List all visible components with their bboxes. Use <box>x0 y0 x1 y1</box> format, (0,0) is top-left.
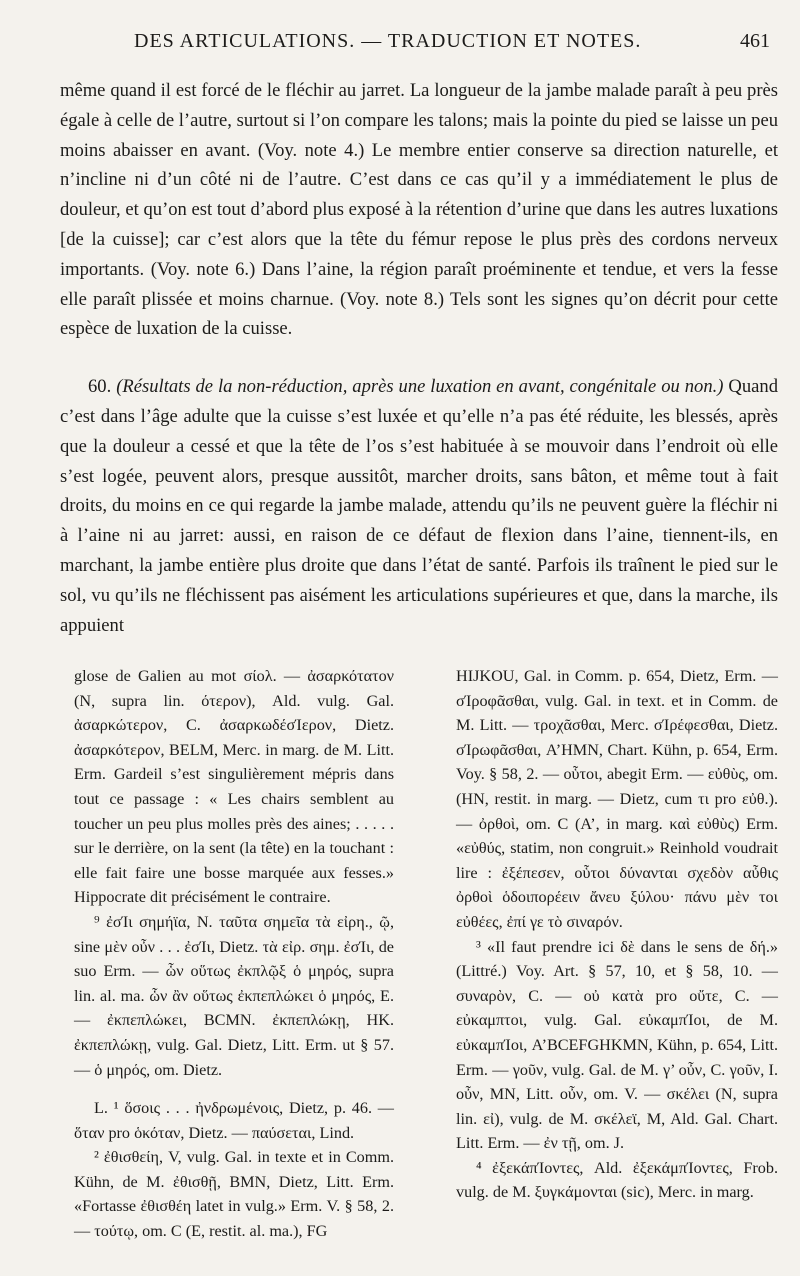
footnotes-left-column <box>74 664 394 1244</box>
running-header <box>60 30 770 60</box>
section-number: 60. <box>88 376 112 398</box>
page-number: 461 <box>740 30 770 52</box>
footnote: ⁹ ἐσΊι σημήϊα, N. ταῦτα σημεῖα τὰ εἰρη., ῷ, sine μὲν οὖν . . . ἐσΊι, Dietz. τὰ εἰρ. σημ. ἐσΊι, de suo Erm. — ὧν οὕτως ἐκπλῷξ ὁ μηρός, supra lin. al. ma. ὧν ἂν οὕτως ἐκπεπλώκει ὁ μηρός, E. — ἐκπεπλώκει, BCMN. ἐκπεπλώκῃ, HK. ἐκπεπλώκῃ, vulg. Gal. Dietz, Litt. Erm. ut § 57. — ὁ μηρός, om. Dietz. <box>74 912 394 1079</box>
section-heading: (Résultats de la non-réduction, après une luxation en avant, congénitale ou non.) <box>116 376 724 398</box>
paragraph-60 <box>60 372 778 640</box>
section-body: Quand c’est dans l’âge adulte que la cuisse s’est luxée et qu’elle n’a pas été réduite, les blessés, après que la douleur a cessé et que la tête de l’os s’est habituée à se mouvoir dans l’endroit où elle s’est logée, peuvent alors, presque aussitôt, marcher droits, sans bâton, et même tout à fait droits, du moins en ce qui regarde la jambe malade, attendu qu’ils ne peuvent guère la fléchir ni à l’aine ni au jarret: aussi, en raison de ce défaut de flexion dans l’aine, tiennent-ils, en marchant, la jambe entière plus droite que dans l’état de santé. Parfois ils traînent le pied sur le sol, vu qu’ils ne fléchissent pas aisément les articulations supérieures et que, dans la marche, ils appuient <box>60 376 778 636</box>
footnote: ³ «Il faut prendre ici δὲ dans le sens de δή.» (Littré.) Voy. Art. § 57, 10, et § 58, 10. — συναρὸν, C. — οὐ κατὰ pro οὔτε, C. — εὐκαμπτοι, vulg. Gal. εὐκαμπΊοι, de M. εὐκαμπΊοι, A’BCEFGHKMN, Kühn, p. 654, Litt. Erm. — γοῦν, vulg. Gal. de M. γ’ οὖν, C. γοῦν, I. οὖν, MN, Litt. οὖν, om. V. — σκέλει (N, supra lin. εἰ), vulg. de M. σκέλεϊ, M, Ald. Gal. Chart. Litt. Erm. — ἐν τῇ, om. J. <box>456 937 778 1153</box>
footnote: glose de Galien au mot σίολ. — ἀσαρκότατον (N, supra lin. ότερον), Ald. vulg. Gal. ἀσαρκώτερον, C. ἀσαρκωδέσΊερον, Dietz. ἀσαρκότερον, BELM, Merc. in marg. de M. Litt. Erm. Gardeil s’est singulièrement mépris dans tout ce passage : « Les chairs semblent au toucher un peu plus molles près des aines; . . . . . sur le derrière, on la sent (la tête) en la touchant : elle fait faire une bosse marquée aux fesses.» Hippocrate dit précisément le contraire. <box>74 667 394 907</box>
footnote: L. ¹ ὅσοις . . . ἠνδρωμένοις, Dietz, p. 46. — ὅταν pro ὁκόταν, Dietz. — παύσεται, Lind. <box>74 1099 394 1142</box>
footnote: ⁴ ἐξεκάπΊοντες, Ald. ἐξεκάμπΊοντες, Frob. vulg. de M. ξυγκάμονται (sic), Merc. in marg. <box>456 1158 778 1202</box>
footnote: HIJKOU, Gal. in Comm. p. 654, Dietz, Erm. — σΊροφᾶσθαι, vulg. Gal. in text. et in Comm. de M. Litt. — τροχᾶσθαι, Merc. σΊρέφεσθαι, Dietz. σΊρωφᾶσθαι, A’HMN, Chart. Kühn, p. 654, Erm. Voy. § 58, 2. — οὗτοι, abegit Erm. — εὐθὺς, om. (HN, restit. in marg. — Dietz, cum τι pro εὐθ.). — ὀρθοὶ, om. C (A’, in marg. καὶ εὐθὺς) Erm. «εὐθύς, statim, non congruit.» Reinhold voudrait lire : ἐξέπεσεν, οὗτοι δύνανται σχεδὸν αὖθις ὀρθοὶ ὁδοιπορέειν ἄνευ ξύλου· πάνυ μὲν τοι εὐθέες, ἐπί γε τὸ σιναρόν. <box>456 667 778 931</box>
footnote: ² ἐθισθείη, V, vulg. Gal. in texte et in Comm. Kühn, de M. ἐθισθῇ, BMN, Dietz, Litt. Erm. «Fortasse ἐθισθέη latet in vulg.» Erm. V. § 58, 2. — τούτῳ, om. C (E, restit. al. ma.), FG <box>74 1148 394 1241</box>
main-text <box>60 76 778 640</box>
paragraph-continued: même quand il est forcé de le fléchir au jarret. La longueur de la jambe malade paraît à peu près égale à celle de l’autre, surtout si l’on compare les talons; mais la pointe du pied se laisse un peu moins abaisser en avant. (Voy. note 4.) Le membre entier conserve sa direction naturelle, et n’incline ni d’un côté ni de l’autre. C’est dans ce cas qu’il y a immédiatement le plus de douleur, et qu’on est tout d’abord plus exposé à la rétention d’urine que dans les autres luxations [de la cuisse]; car c’est alors que la tête du fémur repose le plus près des cordons nerveux importants. (Voy. note 6.) Dans l’aine, la région paraît proéminente et tendue, et vers la fesse elle paraît plissée et moins charnue. (Voy. note 8.) Tels sont les signes qu’on décrit pour cette espèce de luxation de la cuisse. <box>60 80 778 340</box>
running-title: DES ARTICULATIONS. — TRADUCTION ET NOTES. <box>134 30 642 52</box>
footnotes-right-column <box>456 664 778 1205</box>
